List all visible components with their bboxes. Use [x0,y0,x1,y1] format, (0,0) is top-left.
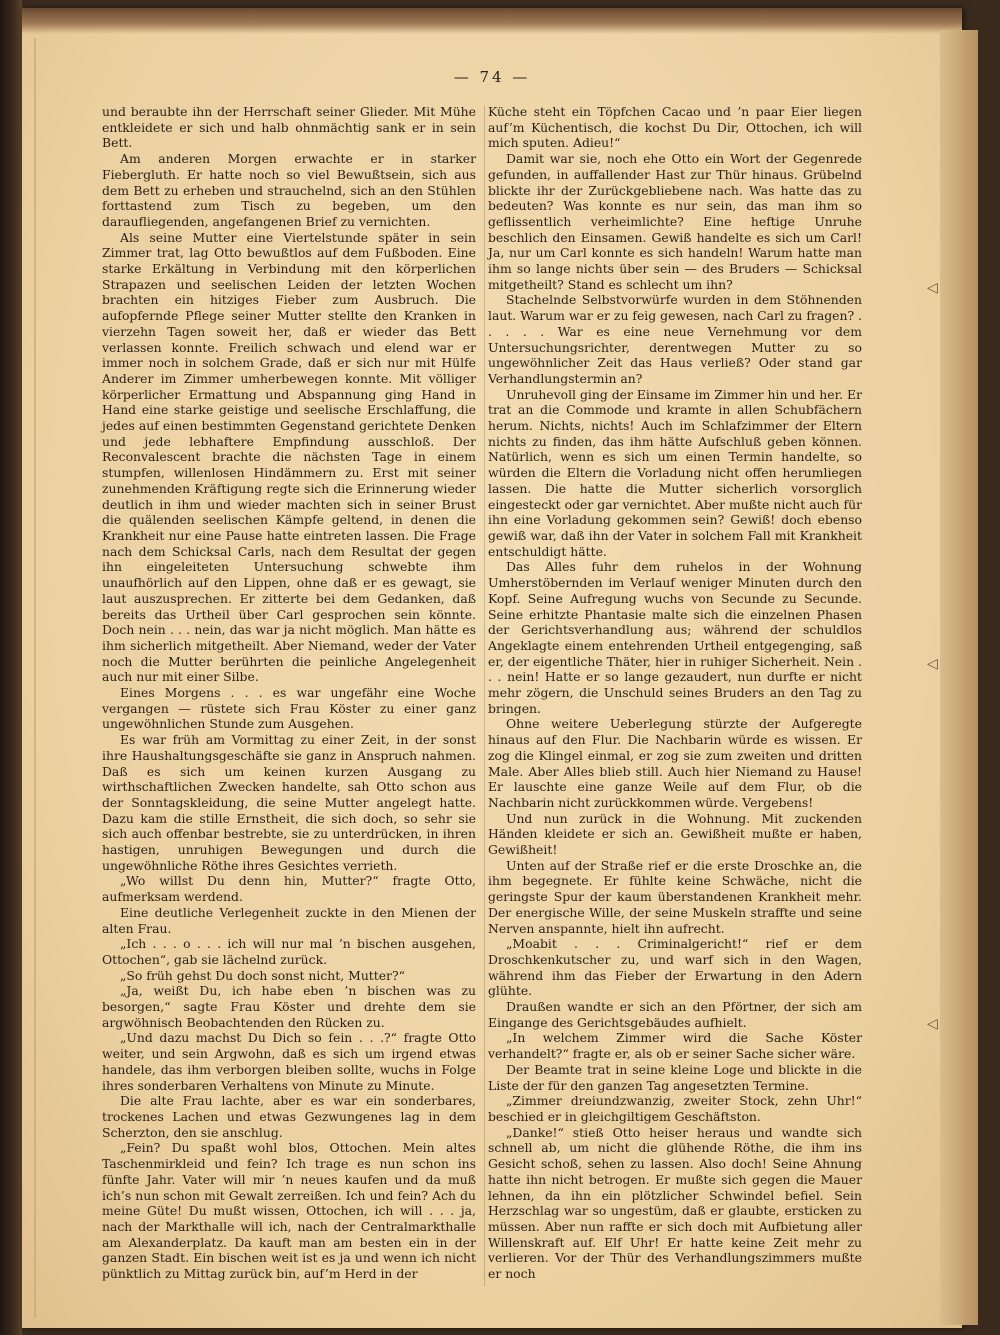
stacked-page-edges [940,30,978,1325]
paragraph: Der Beamte trat in seine kleine Loge und blickte in die Liste der für den ganzen Tag angesetzten Termine. [488,1061,862,1093]
paragraph: „Wo willst Du denn hin, Mutter?“ fragte Otto, aufmerksam werdend. [102,873,476,905]
page-number: — 74 — [453,68,531,86]
paragraph: „Ja, weißt Du, ich habe eben ’n bischen was zu besorgen,“ sagte Frau Köster und drehte dem sie argwöhnisch Beobachtenden den Rücken zu. [102,983,476,1030]
paragraph: Eines Morgens . . . es war ungefähr eine Woche vergangen — rüstete sich Frau Köster zu einer ganz ungewöhnlichen Stunde zum Ausgehen. [102,685,476,732]
inner-margin-line [34,38,36,1318]
paragraph: „Moabit . . . Criminalgericht!“ rief er dem Droschkenkutscher zu, und warf sich in den Wagen, während ihm das Fieber der Erwartung in den Adern glühte. [488,936,862,999]
paragraph: Und nun zurück in die Wohnung. Mit zuckenden Händen kleidete er sich an. Gewißheit mußte er haben, Gewißheit! [488,810,862,858]
paragraph: Unten auf der Straße rief er die erste Droschke an, die ihm begegnete. Er fühlte keine Schwäche, nicht die geringste Spur der kaum überstandenen Krankheit mehr. Der energische Wille, der seine Muskeln straffte und seine Nerven anspannte, hielt ihn aufrecht. [488,857,862,936]
paragraph: „In welchem Zimmer wird die Sache Köster verhandelt?“ fragte er, als ob er seiner Sache sicher wäre. [488,1030,862,1062]
paragraph: Am anderen Morgen erwachte er in starker Fiebergluth. Er hatte noch so viel Bewußtsein, sich aus dem Bett zu erheben und strauchelnd, sich an den Stühlen forttastend zum Tisch zu begeben, um den daraufliegenden, angefangenen Brief zu vernichten. [102,151,476,229]
paragraph: „Fein? Du spaßt wohl blos, Ottochen. Mein altes Taschenmirkleid und fein? Ich trage es nun schon ins fünfte Jahr. Vater will mir ’n neues kaufen und da muß ich’s nun schon mit Gewalt zerreißen. Ich und fein? Ach du meine Güte! Du mußt wissen, Ottochen, ich will . . . ja, nach der Markthalle will ich, nach der Centralmarkthalle am Alexanderplatz. Da kauft man am besten ein in der ganzen Stadt. Ein bischen weit ist es ja und wenn ich nicht pünktlich zu Mittag zurück bin, auf’m Herd in der [102,1140,476,1282]
page-edge-tab-mark: ◁ [927,280,938,296]
paragraph: „Zimmer dreiundzwanzig, zweiter Stock, zehn Uhr!“ beschied er in gleichgiltigem Geschäftston. [488,1093,862,1124]
paragraph: Draußen wandte er sich an den Pförtner, der sich am Eingange des Gerichtsgebäudes aufhielt. [488,999,862,1030]
paragraph: Das Alles fuhr dem ruhelos in der Wohnung Umherstöbernden im Verlauf weniger Minuten durch den Kopf. Seine Aufregung wuchs von Secunde zu Secunde. Seine erhitzte Phantasie malte sich die einzelnen Phasen der Gerichtsverhandlung aus; während der schuldlos Angeklagte einem entehrenden Urtheil entgegenging, saß er, der eigentliche Thäter, hier in ruhiger Sicherheit. Nein . . . nein! Hatte er so lange gezaudert, nun durfte er nicht mehr zögern, die Unschuld seines Bruders an den Tag zu bringen. [488,559,862,716]
book-binding [0,0,22,1335]
paragraph: Ohne weitere Ueberlegung stürzte der Aufgeregte hinaus auf den Flur. Die Nachbarin würde es wissen. Er zog die Klingel einmal, er zog sie zum zweiten und dritten Male. Aber Alles blieb still. Auch hier Niemand zu Hause! Er lauschte eine ganze Weile auf dem Flur, ob die Nachbarin nicht zurückkommen würde. Vergebens! [488,716,862,810]
paragraph: Damit war sie, noch ehe Otto ein Wort der Gegenrede gefunden, in auffallender Hast zur Thür hinaus. Grübelnd blickte ihr der Zurückgebliebene nach. Was hatte das zu bedeuten? Was konnte es nur sein, das man ihm so geflissentlich verheimlichte? Eine heftige Unruhe beschlich den Einsamen. Gewiß handelte es sich um Carl! Ja, nur um Carl konnte es sich handeln! Warum hatte man ihm so lange nichts über sein — des Bruders — Schicksal mitgetheilt? Stand es schlecht um ihn? [488,151,862,292]
paragraph: Die alte Frau lachte, aber es war ein sonderbares, trockenes Lachen und etwas Gezwungenes lag in dem Scherzton, den sie anschlug. [102,1093,476,1140]
paragraph: und beraubte ihn der Herrschaft seiner Glieder. Mit Mühe entkleidete er sich und halb ohnmächtig sank er in sein Bett. [102,104,476,151]
page-edge-tab-mark: ◁ [927,656,938,672]
paragraph: „Und dazu machst Du Dich so fein . . .?“ fragte Otto weiter, und sein Argwohn, daß es sich um irgend etwas handele, das ihm verborgen bleiben sollte, wuchs in Folge ihres sonderbaren Verhaltens von Minute zu Minute. [102,1030,476,1093]
column-divider [484,106,485,1286]
page-edge-tab-mark: ◁ [927,1016,938,1032]
paragraph: Stachelnde Selbstvorwürfe wurden in dem Stöhnenden laut. Warum war er zu feig gewesen, nach Carl zu fragen? . . . . . War es eine neue Vernehmung vor dem Untersuchungsrichter, derentwegen Mutter zu so ungewöhnlicher Zeit das Haus verließ? Oder stand gar Verhandlungstermin an? [488,292,862,386]
paragraph: Unruhevoll ging der Einsame im Zimmer hin und her. Er trat an die Commode und kramte in allen Schubfächern herum. Nichts, nichts! Auch im Schlafzimmer der Eltern nichts zu finden, das ihm hätte Aufschluß geben können. Natürlich, wenn es sich um einen Termin handelte, so würden die Eltern die Vorladung nicht offen herumliegen lassen. Die hatte die Mutter sicherlich vorsorglich eingesteckt oder gar vernichtet. Aber mußte nicht auch für ihn eine Vorladung gekommen sein? Gewiß! doch ebenso gewiß war, daß ihn der Vater in solchem Fall mit Krankheit entschuldigt hätte. [488,386,862,559]
paragraph: „Ich . . . o . . . ich will nur mal ’n bischen ausgehen, Ottochen“, gab sie lächelnd zurück. [102,936,476,967]
paragraph: Eine deutliche Verlegenheit zuckte in den Mienen der alten Frau. [102,904,476,936]
paragraph: „So früh gehst Du doch sonst nicht, Mutter?“ [120,967,405,983]
left-column [102,104,476,1282]
paragraph: „Danke!“ stieß Otto heiser heraus und wandte sich schnell ab, um nicht die glühende Röthe, die ihm ins Gesicht schoß, sehen zu lassen. Also doch! Seine Ahnung hatte ihn nicht betrogen. Er mußte sich gegen die Mauer lehnen, da ihn ein plötzlicher Schwindel befiel. Sein Herzschlag war so ungestüm, daß er glaubte, ersticken zu müssen. Aber nun raffte er sich doch mit Aufbietung aller Willenskraft auf. Elf Uhr! Er hatte keine Zeit mehr zu verlieren. Vor der Thür des Verhandlungszimmers mußte er noch [488,1124,862,1282]
paragraph: Küche steht ein Töpfchen Cacao und ’n paar Eier liegen auf’m Küchentisch, die kochst Du Dir, Ottochen, ich will mich sputen. Adieu!“ [488,104,862,151]
right-column [488,104,862,1282]
book-page [22,8,962,1328]
paragraph: Es war früh am Vormittag zu einer Zeit, in der sonst ihre Haushaltungsgeschäfte sie ganz in Anspruch nahmen. Daß es sich um keinen kurzen Ausgang zu wirthschaftlichen Zwecken handelte, sah Otto schon aus der Sonntagskleidung, die seine Mutter angelegt hatte. Dazu kam die stille Ernstheit, die sich doch, so sehr sie sich auch offenbar bestrebte, sie zu unterdrücken, in ihren hastigen, unruhigen Bewegungen und durch die ungewöhnliche Röthe ihres Gesichtes verrieth. [102,732,476,873]
page-top-edge [22,8,962,34]
paragraph: Als seine Mutter eine Viertelstunde später in sein Zimmer trat, lag Otto bewußtlos auf dem Fußboden. Eine starke Erkältung in Verbindung mit den körperlichen Strapazen und seelischen Leiden der letzten Wochen brachten ein hitziges Fieber zum Ausbruch. Die aufopfernde Pflege seiner Mutter stellte den Kranken in vierzehn Tagen soweit her, daß er wieder das Bett verlassen konnte. Freilich schwach und elend war er immer noch in solchem Grade, daß er sich nur mit Hülfe Anderer im Zimmer umherbewegen konnte. Mit völliger körperlicher Ermattung und Abspannung ging Hand in Hand eine starke geistige und seelische Erschlaffung, die jedes auf einen bestimmten Gegenstand gerichtete Denken und jede lebhaftere Empfindung ausschloß. Der Reconvalescent brachte die nächsten Tage in einem stumpfen, willenlosen Hindämmern zu. Erst mit seiner zunehmenden Kräftigung regte sich die Erinnerung wieder deutlich in ihm und wieder machten sich in seiner Brust die quälenden seelischen Kämpfe geltend, in denen die Krankheit nur eine Pause hatte eintreten lassen. Die Frage nach dem Schicksal Carls, nach dem Resultat der gegen ihn eingeleiteten Untersuchung schwebte ihm unaufhörlich auf den Lippen, ohne daß er es gewagt, sie laut auszusprechen. Er zitterte bei dem Gedanken, daß bereits das Urtheil über Carl gesprochen sein könnte. Doch nein . . . nein, das war ja nicht möglich. Man hätte es ihm sicherlich mitgetheilt. Aber Niemand, weder der Vater noch die Mutter berührten die peinliche Angelegenheit auch nur mit einer Silbe. [102,229,476,685]
